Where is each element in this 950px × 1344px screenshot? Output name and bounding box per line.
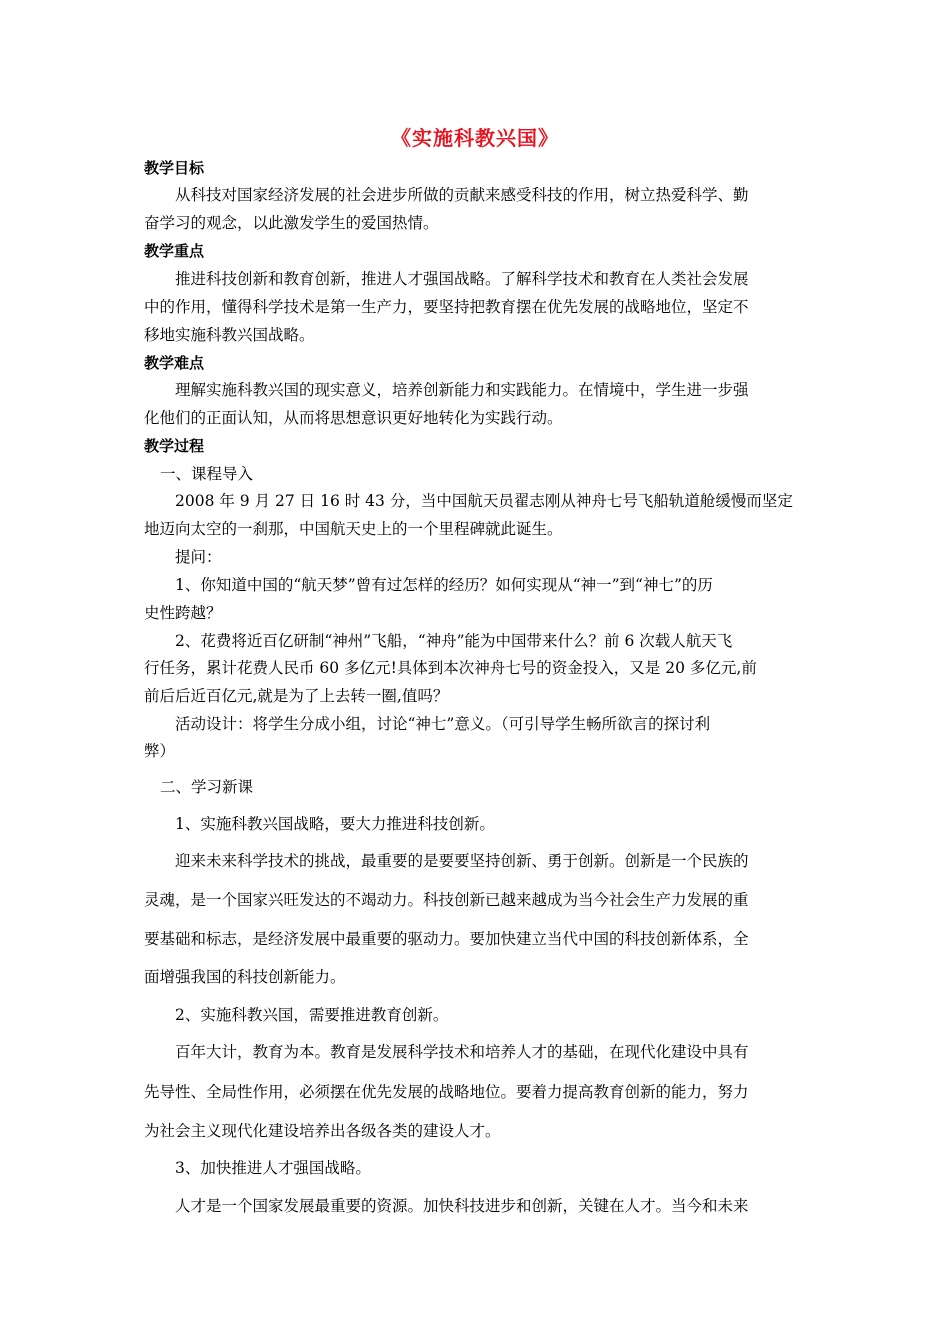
activity-line-2: 弊） <box>144 742 176 760</box>
p1-title: 1、实施科教兴国战略，要大力推进科技创新。 <box>175 815 495 833</box>
p3-title: 3、加快推进人才强国战略。 <box>175 1159 371 1177</box>
p2-title: 2、实施科教兴国，需要推进教育创新。 <box>175 1006 449 1024</box>
intro-title: 一、课程导入 <box>160 465 254 483</box>
section-heading-goal: 教学目标 <box>144 159 205 177</box>
p1-line-4: 面增强我国的科技创新能力。 <box>144 968 346 986</box>
key-line-1: 推进科技创新和教育创新，推进人才强国战略。了解科学技术和教育在人类社会发展 <box>175 270 749 288</box>
difficulty-line-1: 理解实施科教兴国的现实意义，培养创新能力和实践能力。在情境中，学生进一步强 <box>175 381 749 399</box>
difficulty-line-2: 化他们的正面认知，从而将思想意识更好地转化为实践行动。 <box>144 409 563 427</box>
new-lesson-title: 二、学习新课 <box>160 778 254 796</box>
section-heading-process: 教学过程 <box>144 437 205 455</box>
q1-line-1: 1、你知道中国的“航天梦”曾有过怎样的经历？如何实现从“神一”到“神七”的历 <box>175 576 713 594</box>
key-line-2: 中的作用，懂得科学技术是第一生产力，要坚持把教育摆在优先发展的战略地位，坚定不 <box>144 298 749 316</box>
q2-line-2: 行任务，累计花费人民币 60 多亿元!具体到本次神舟七号的资金投入，又是 20 多亿元,前 <box>144 659 757 677</box>
activity-line-1: 活动设计：将学生分成小组，讨论“神七”意义。（可引导学生畅所欲言的探讨利 <box>175 715 711 733</box>
q2-line-3: 前后后近百亿元,就是为了上去转一圈,值吗？ <box>144 687 449 705</box>
p1-line-1: 迎来未来科学技术的挑战，最重要的是要要坚持创新、勇于创新。创新是一个民族的 <box>175 852 749 870</box>
p1-line-2: 灵魂，是一个国家兴旺发达的不竭动力。科技创新已越来越成为当今社会生产力发展的重 <box>144 891 749 909</box>
goal-line-2: 奋学习的观念，以此激发学生的爱国热情。 <box>144 214 439 232</box>
section-heading-key: 教学重点 <box>144 242 205 260</box>
p1-line-3: 要基础和标志，是经济发展中最重要的驱动力。要加快建立当代中国的科技创新体系，全 <box>144 930 749 948</box>
section-heading-difficulty: 教学难点 <box>144 354 205 372</box>
q1-line-2: 史性跨越？ <box>144 604 222 622</box>
key-line-3: 移地实施科教兴国战略。 <box>144 326 315 344</box>
intro-line-1: 2008 年 9 月 27 日 16 时 43 分，当中国航天员翟志刚从神舟七号飞船轨道舱缓慢而坚定 <box>175 492 793 510</box>
intro-line-2: 地迈向太空的一刹那，中国航天史上的一个里程碑就此诞生。 <box>144 520 563 538</box>
p2-line-3: 为社会主义现代化建设培养出各级各类的建设人才。 <box>144 1122 501 1140</box>
q2-line-1: 2、花费将近百亿研制“神州”飞船，“神舟”能为中国带来什么？前 6 次载人航天飞 <box>175 632 733 650</box>
p2-line-2: 先导性、全局性作用，必须摆在优先发展的战略地位。要着力提高教育创新的能力，努力 <box>144 1083 749 1101</box>
document-title: 《实施科教兴国》 <box>391 126 559 150</box>
goal-line-1: 从科技对国家经济发展的社会进步所做的贡献来感受科技的作用，树立热爱科学、勤 <box>175 186 749 204</box>
question-label: 提问： <box>175 548 222 566</box>
p2-line-1: 百年大计，教育为本。教育是发展科学技术和培养人才的基础，在现代化建设中具有 <box>175 1043 749 1061</box>
p3-line-1: 人才是一个国家发展最重要的资源。加快科技进步和创新，关键在人才。当今和未来 <box>175 1197 749 1215</box>
